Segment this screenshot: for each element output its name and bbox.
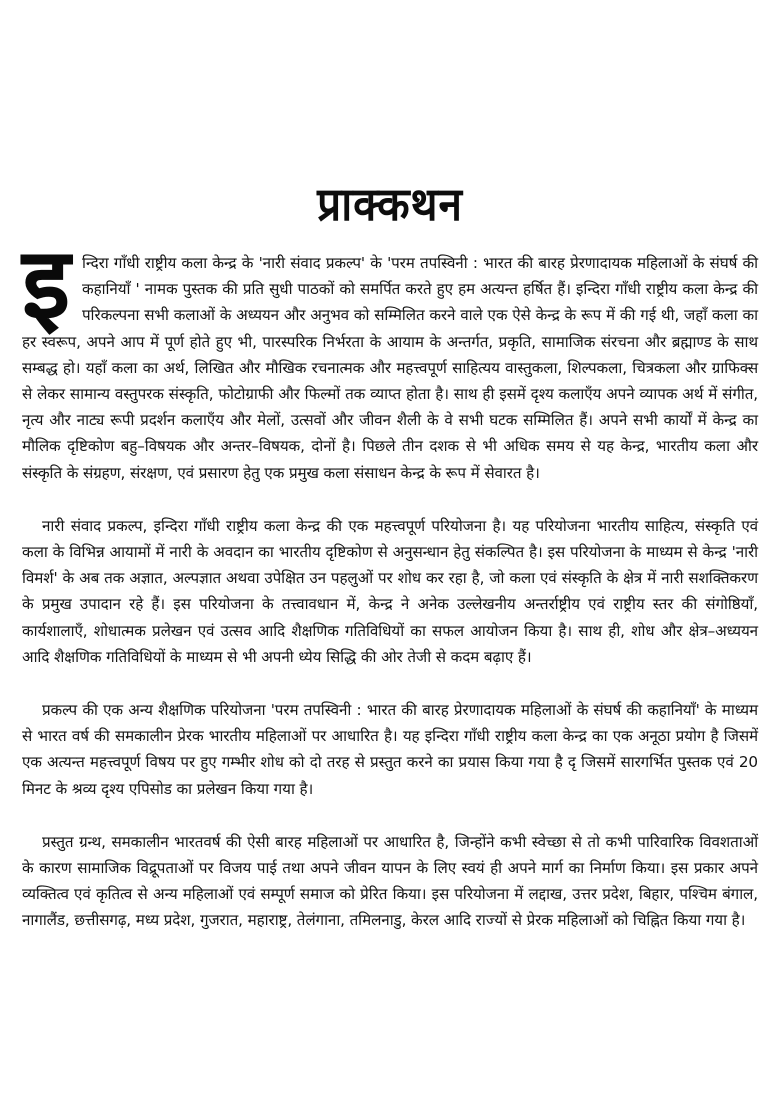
paragraph-1 — [22, 227, 758, 486]
paragraph-4: प्रस्तुत ग्रन्थ, समकालीन भारतवर्ष की ऐसी बारह महिलाओं पर आधारित है, जिन्होंने कभी स्वेच्छा से तो कभी पारिवारिक विवशताओं के कारण सामाजिक विद्रूपताओं पर विजय पाई तथा अपने जीवन यापन के लिए स्वयं ही अपने मार्ग का निर्माण किया। इस प्रकार अपने व्यक्तित्व एवं कृतित्व से अन्य महिलाओं एवं सम्पूर्ण समाज को प्रेरित किया। इस परियोजना में लद्दाख, उत्तर प्रदेश, बिहार, पश्चिम बंगाल, नागालैंड, छत्तीसगढ़, मध्य प्रदेश, गुजरात, महाराष्ट्र, तेलंगाना, तमिलनाडु, केरल आदि राज्यों से प्रेरक महिलाओं को चिह्नित किया गया है। — [22, 832, 758, 930]
paragraph-1-text: न्दिरा गाँधी राष्ट्रीय कला केन्द्र के 'नारी संवाद प्रकल्प' के 'परम तपस्विनी : भारत की बारह प्रेरणादायक महिलाओं के संघर्ष की कहानियाँ ' नामक पुस्तक की प्रति सुधी पाठकों को समर्पित करते हुए हम अत्यन्त हर्षित हैं। इन्दिरा गाँधी राष्ट्रीय कला केन्द्र की परिकल्पना सभी कलाओं के अध्ययन और अनुभव को सम्मिलित करने वाले एक ऐसे केन्द्र के रूप में की गई थी, जहाँ कला का हर स्वरूप, अपने आप में पूर्ण होते हुए भी, पारस्परिक निर्भरता के आयाम के अन्तर्गत, प्रकृति, सामाजिक संरचना और ब्रह्माण्ड के साथ सम्बद्ध हो। यहाँ कला का अर्थ, लिखित और मौखिक रचनात्मक और महत्त्वपूर्ण साहित्यय वास्तुकला, शिल्पकला, चित्रकला और ग्राफिक्स से लेकर सामान्य वस्तुपरक संस्कृति, फोटोग्राफी और फिल्मों तक व्याप्त होता है। साथ ही इसमें दृश्य कलाएँय अपने व्यापक अर्थ में संगीत, नृत्य और नाट्य रूपी प्रदर्शन कलाएँय और मेलों, उत्सवों और जीवन शैली के वे सभी घटक सम्मिलित हैं। अपने सभी कार्यों में केन्द्र का मौलिक दृष्टिकोण बहु–विषयक और अन्तर–विषयक, दोनों है। पिछले तीन दशक से भी अधिक समय से यह केन्द्र, भारतीय कला और संस्कृति के संग्रहण, संरक्षण, एवं प्रसारण हेतु एक प्रमुख कला संसाधन केन्द्र के रूप में सेवारत है। — [22, 254, 758, 482]
page-title: प्राक्कथन — [317, 177, 463, 231]
drop-cap: इ — [22, 227, 71, 341]
document-body — [22, 227, 758, 961]
paragraph-2: नारी संवाद प्रकल्प, इन्दिरा गाँधी राष्ट्रीय कला केन्द्र की एक महत्त्वपूर्ण परियोजना है। यह परियोजना भारतीय साहित्य, संस्कृति एवं कला के विभिन्न आयामों में नारी के अवदान का भारतीय दृष्टिकोण से अनुसन्धान हेतु संकल्पित है। इस परियोजना के माध्यम से केन्द्र 'नारी विमर्श' के अब तक अज्ञात, अल्पज्ञात अथवा उपेक्षित उन पहलुओं पर शोध कर रहा है, जो कला एवं संस्कृति के क्षेत्र में नारी सशक्तिकरण के प्रमुख उपादान रहे हैं। इस परियोजना के तत्त्वावधान में, केन्द्र ने अनेक उल्लेखनीय अन्तर्राष्ट्रीय एवं राष्ट्रीय स्तर की संगोष्ठियाँ, कार्यशालाएँ, शोधात्मक प्रलेखन एवं उत्सव आदि शैक्षणिक गतिविधियों का सफल आयोजन किया है। साथ ही, शोध और क्षेत्र–अध्ययन आदि शैक्षणिक गतिविधियों के माध्यम से भी अपनी ध्येय सिद्धि की ओर तेजी से कदम बढ़ाए हैं। — [22, 516, 758, 666]
paragraph-3: प्रकल्प की एक अन्य शैक्षणिक परियोजना 'परम तपस्विनी : भारत की बारह प्रेरणादायक महिलाओं के संघर्ष की कहानियाँ' के माध्यम से भारत वर्ष की समकालीन प्रेरक भारतीय महिलाओं पर आधारित है। यह इन्दिरा गाँधी राष्ट्रीय कला केन्द्र का एक अनूठा प्रयोग है जिसमें एक अत्यन्त महत्त्वपूर्ण विषय पर हुए गम्भीर शोध को दो तरह से प्रस्तुत करने का प्रयास किया गया है दृ जिसमें सारगर्भित पुस्तक एवं 20 मिनट के श्रव्य दृश्य एपिसोड का प्रलेखन किया गया है। — [22, 701, 758, 798]
